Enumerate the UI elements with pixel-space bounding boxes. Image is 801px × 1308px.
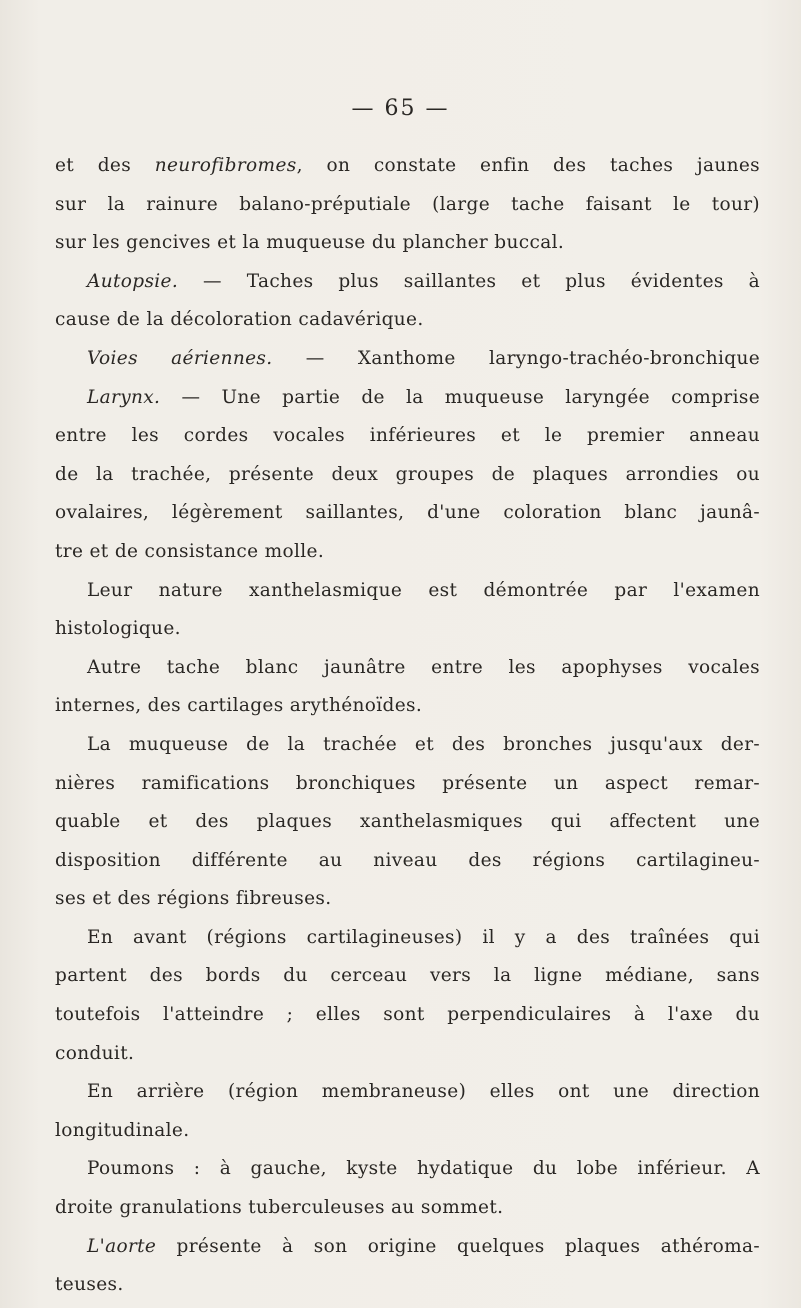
text-line — [55, 379, 760, 418]
text-span: de la trachée, présente deux groupes de plaques arrondies ou — [55, 463, 760, 485]
text-span: nières ramifications bronchiques présente un aspect remar- — [55, 772, 760, 794]
text-line — [55, 726, 760, 765]
text-line — [55, 456, 760, 495]
text-span: disposition différente au niveau des régions cartilagineu- — [55, 849, 760, 871]
text-span: présente à son origine quelques plaques athéroma- — [156, 1235, 760, 1257]
text-line — [55, 996, 760, 1035]
text-span: Leur nature xanthelasmique est démontrée par l'examen — [87, 579, 760, 601]
text-span: — Xanthome laryngo-trachéo-bronchique — [272, 347, 761, 369]
text-line — [55, 1228, 760, 1267]
text-span: toutefois l'atteindre ; elles sont perpendiculaires à l'axe du — [55, 1004, 760, 1026]
text-span: En arrière (région membraneuse) elles ont une direction — [87, 1081, 760, 1103]
text-line — [55, 1112, 760, 1151]
text-line — [55, 301, 760, 340]
text-span: tre et de consistance molle. — [55, 540, 325, 562]
text-span: En avant (régions cartilagineuses) il y a des traînées qui — [87, 926, 760, 948]
text-span: partent des bords du cerceau vers la ligne médiane, sans — [55, 965, 760, 987]
text-line — [55, 1266, 760, 1305]
section-heading: Voies aériennes. — [87, 347, 273, 369]
text-span: ses et des régions fibreuses. — [55, 888, 332, 910]
text-span: et des — [55, 155, 155, 176]
text-line — [55, 919, 760, 958]
text-span: internes, des cartilages arythénoïdes. — [55, 695, 423, 717]
section-heading: Larynx. — [87, 386, 161, 408]
text-line — [55, 340, 760, 379]
text-line — [55, 572, 760, 611]
text-line — [55, 224, 760, 263]
text-line — [55, 610, 760, 649]
text-line — [55, 1035, 760, 1074]
text-span: — Une partie de la muqueuse laryngée comprise — [160, 386, 760, 408]
text-line — [55, 533, 760, 572]
text-span: Autre tache blanc jaunâtre entre les apophyses vocales — [87, 656, 760, 678]
text-span: La muqueuse de la trachée et des bronches jusqu'aux der- — [87, 733, 760, 755]
text-span: longitudinale. — [55, 1119, 190, 1141]
text-span: conduit. — [55, 1042, 135, 1064]
text-line — [55, 957, 760, 996]
text-line — [55, 880, 760, 919]
text-line — [55, 687, 760, 726]
text-line — [55, 649, 760, 688]
text-line — [55, 1073, 760, 1112]
section-heading: L'aorte — [87, 1235, 157, 1257]
text-span: droite granulations tuberculeuses au sommet. — [55, 1197, 504, 1219]
text-span: entre les cordes vocales inférieures et le premier anneau — [55, 425, 760, 447]
text-line — [55, 1150, 760, 1189]
text-span: quable et des plaques xanthelasmiques qui affectent une — [55, 811, 760, 833]
text-line — [55, 842, 760, 881]
body-text — [55, 147, 760, 1305]
text-line — [55, 1189, 760, 1228]
text-line — [55, 147, 760, 186]
text-line — [55, 186, 760, 225]
italic-term: neurofibromes — [154, 155, 297, 176]
text-span: sur les gencives et la muqueuse du plancher buccal. — [55, 232, 565, 254]
page-number: — 65 — — [351, 96, 450, 121]
text-span: — Taches plus saillantes et plus évidentes à — [178, 270, 760, 292]
text-span: teuses. — [55, 1274, 124, 1296]
text-line — [55, 417, 760, 456]
text-span: Poumons : à gauche, kyste hydatique du lobe inférieur. A — [87, 1158, 760, 1180]
text-line — [55, 263, 760, 302]
text-span: histologique. — [55, 618, 181, 640]
section-heading: Autopsie. — [87, 270, 179, 292]
text-line — [55, 494, 760, 533]
text-span: ovalaires, légèrement saillantes, d'une coloration blanc jaunâ- — [55, 502, 760, 524]
text-line — [55, 803, 760, 842]
text-span: sur la rainure balano-préputiale (large tache faisant le tour) — [55, 193, 760, 215]
text-span: , on constate enfin des taches jaunes — [296, 155, 760, 176]
text-line — [55, 765, 760, 804]
text-span: cause de la décoloration cadavérique. — [55, 309, 424, 331]
